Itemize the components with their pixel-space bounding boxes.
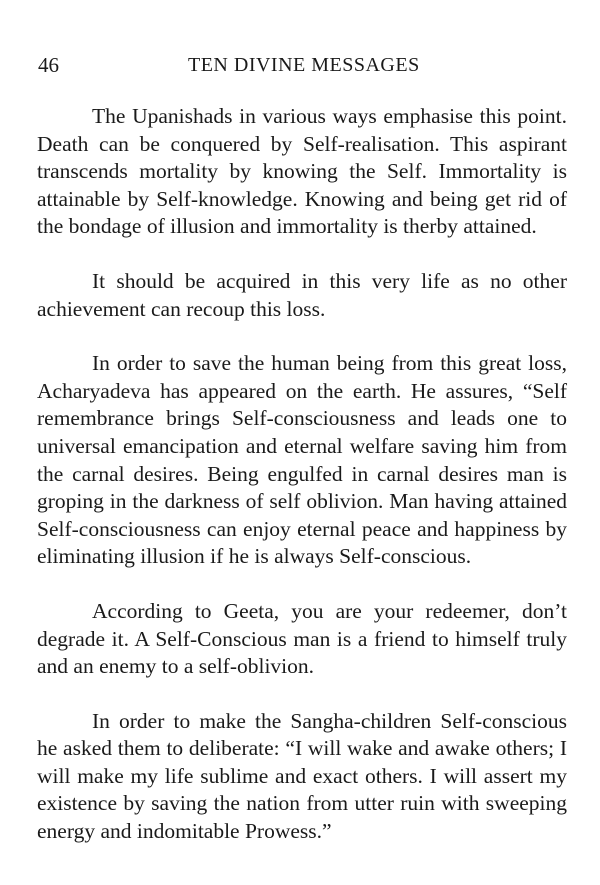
paragraph-acquired: It should be acquired in this very life as no other achievement can recoup this loss.: [37, 268, 567, 321]
paragraph-upanishads: The Upanishads in various ways emphasise this point. Death can be conquered by Self-realisation. This aspirant transcends mortality by knowing the Self. Immortality is attainable by Self-knowledge. Knowing and being get rid of the bondage of illusion and immortality is therby attained.: [37, 104, 567, 239]
running-head: [38, 52, 566, 78]
body-text: [37, 103, 567, 873]
page-number: 46: [38, 53, 59, 77]
paragraph-geeta: According to Geeta, you are your redeemer, don’t degrade it. A Self-Conscious man is a friend to himself truly and an enemy to a self-oblivion.: [37, 598, 567, 679]
running-title: TEN DIVINE MESSAGES: [188, 54, 420, 76]
paragraph-acharyadeva: In order to save the human being from this great loss, Acharyadeva has appeared on the earth. He assures, “Self remembrance brings Self-consciousness and leads one to universal emancipation and eternal welfare saving him from the carnal desires. Being engulfed in carnal desires man is groping in the darkness of self oblivion. Man having attained Self-consciousness can enjoy eternal peace and happiness by eliminating illusion if he is always Self-conscious.: [37, 351, 567, 569]
paragraph-sangha-children: In order to make the Sangha-children Self-conscious he asked them to deliberate: “I will wake and awake others; I will make my life sublime and exact others. I will assert my existence by saving the nation from utter ruin with sweeping energy and indomitable Prowess.”: [37, 708, 567, 844]
